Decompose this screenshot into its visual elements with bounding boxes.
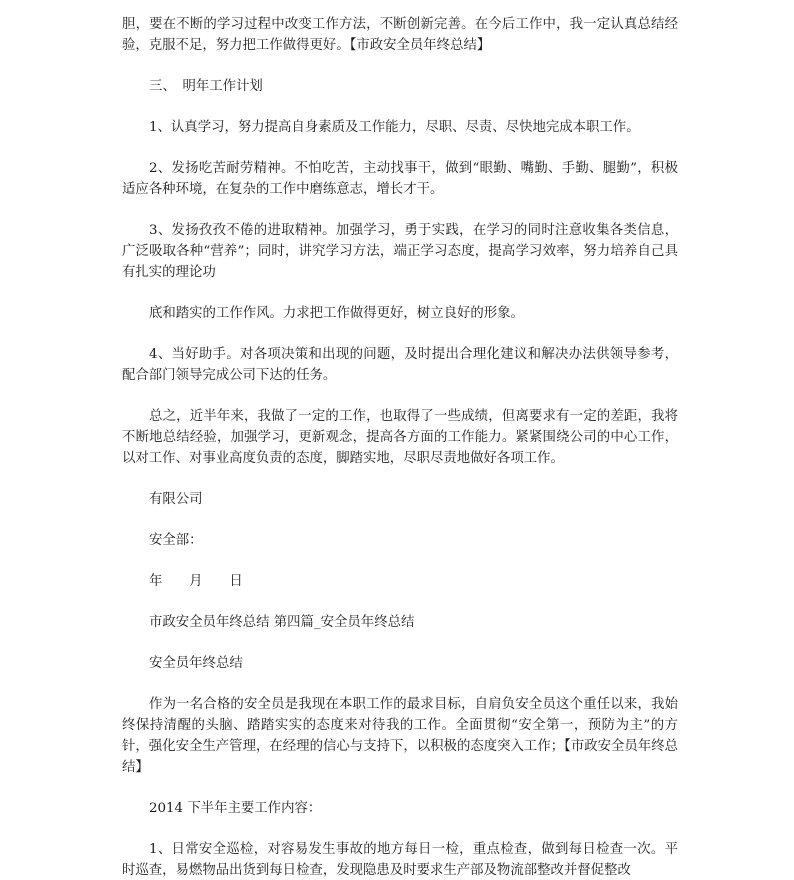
section-heading-next-year-plan: 三、 明年工作计划: [149, 79, 263, 94]
article-title: 市政安全员年终总结 第四篇_安全员年终总结: [149, 615, 415, 630]
document-body: [122, 14, 678, 880]
plan-item-3-continued: 底和踏实的工作作风。力求把工作做得更好，树立良好的形象。: [149, 306, 524, 321]
plan-item-2: 2、发扬吃苦耐劳精神。不怕吃苦，主动找事干，做到“眼勤、嘴勤、手勤、腿勤”，积极适应各种环境，在复杂的工作中磨练意志，增长才干。: [122, 161, 678, 197]
paragraph-intro-continuation: 胆，要在不断的学习过程中改变工作方法，不断创新完善。在今后工作中，我一定认真总结经验，克服不足，努力把工作做得更好。【市政安全员年终总结】: [122, 17, 678, 53]
plan-item-4: 4、当好助手。对各项决策和出现的问题，及时提出合理化建议和解决办法供领导参考，配合部门领导完成公司下达的任务。: [122, 347, 678, 383]
work-content-heading: 2014 下半年主要工作内容：: [149, 801, 322, 816]
plan-item-1: 1、认真学习，努力提高自身素质及工作能力，尽职、尽责、尽快地完成本职工作。: [149, 120, 640, 135]
department-line: 安全部：: [149, 533, 203, 548]
summary-paragraph: 总之，近半年来，我做了一定的工作，也取得了一些成绩，但离要求有一定的差距，我将不断地总结经验，加强学习，更新观念，提高各方面的工作能力。紧紧围绕公司的中心工作，以对工作、对事业高度负责的态度，脚踏实地，尽职尽责地做好各项工作。: [122, 409, 678, 466]
company-name: 有限公司: [149, 492, 203, 507]
plan-item-3: 3、发扬孜孜不倦的进取精神。加强学习，勇于实践，在学习的同时注意收集各类信息，广泛吸取各种“营养”；同时，讲究学习方法，端正学习态度，提高学习效率，努力培养自己具有扎实的理论功: [122, 223, 678, 280]
work-item-1: 1、日常安全巡检，对容易发生事故的地方每日一检，重点检查，做到每日检查一次。平时巡查，易燃物品出货到每日检查，发现隐患及时要求生产部及物流部整改并督促整改: [122, 842, 678, 878]
date-line: 年 月 日: [149, 574, 243, 589]
article-intro-paragraph: 作为一名合格的安全员是我现在本职工作的最求目标，自肩负安全员这个重任以来，我始终保持清醒的头脑、踏踏实实的态度来对待我的工作。全面贯彻“安全第一，预防为主”的方针，强化安全生产管理，在经理的信心与支持下，以积极的态度突入工作；【市政安全员年终总结】: [122, 697, 678, 775]
article-subtitle: 安全员年终总结: [149, 656, 243, 671]
